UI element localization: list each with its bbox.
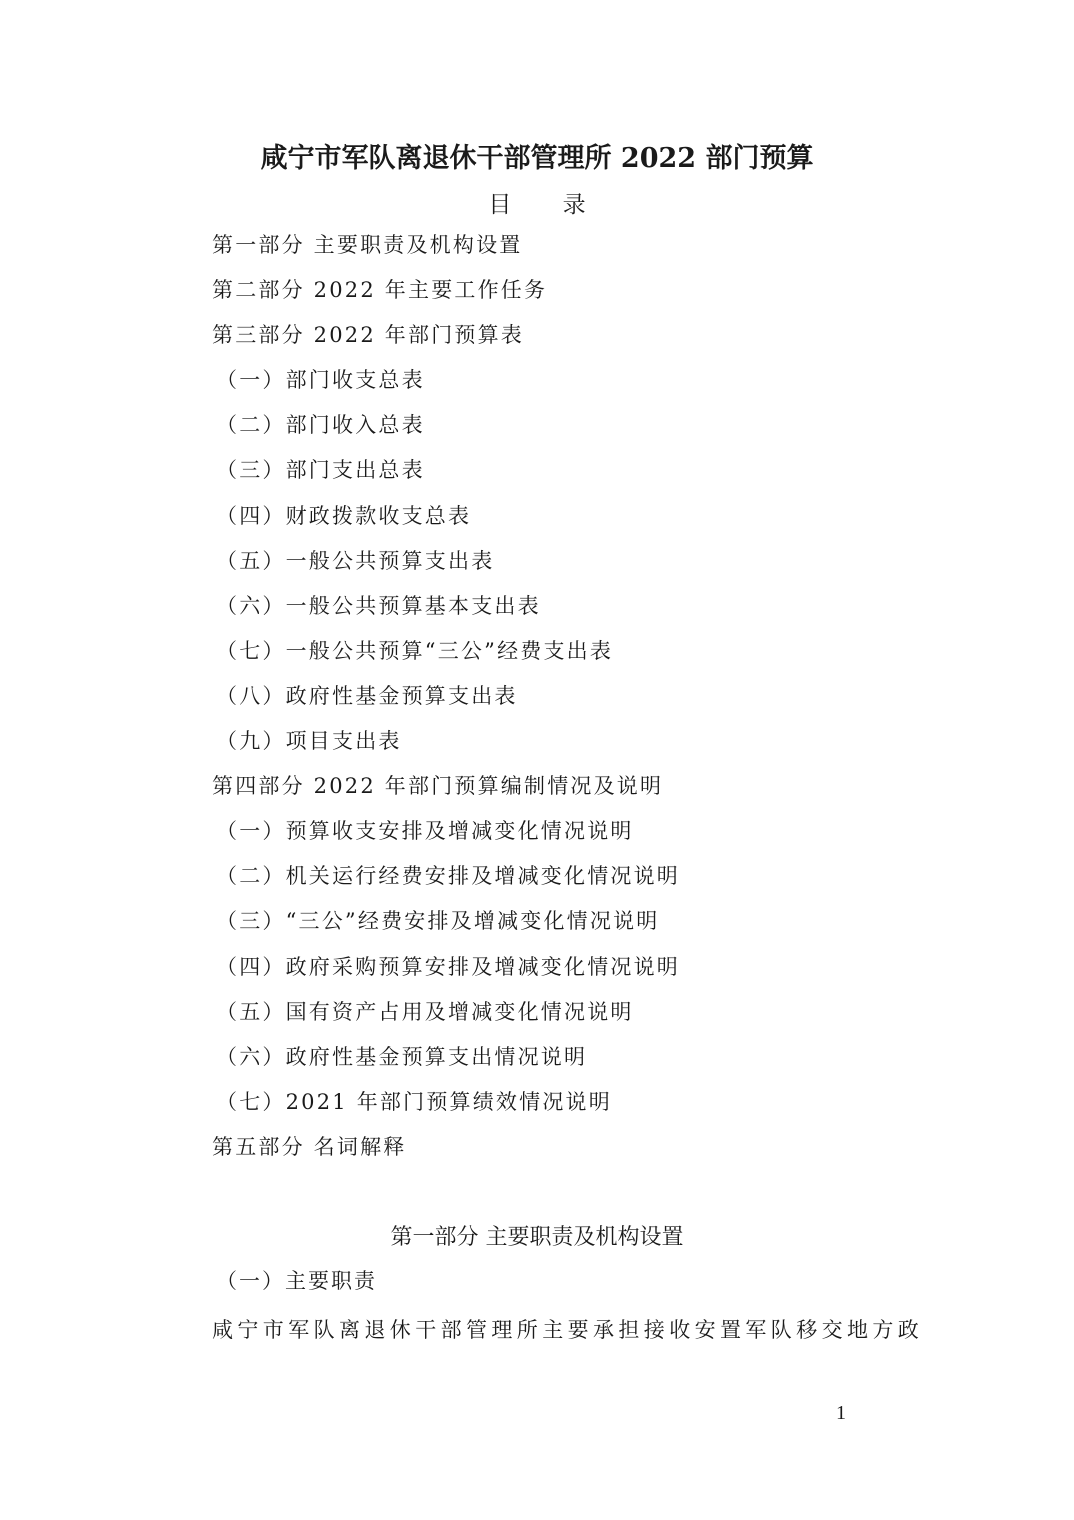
toc-sub-entry: （四）政府采购预算安排及增减变化情况说明 xyxy=(216,954,680,979)
toc-sub-entry: （二）机关运行经费安排及增减变化情况说明 xyxy=(216,864,680,889)
toc-sub-entry: （六）一般公共预算基本支出表 xyxy=(216,593,541,618)
toc-heading: 目 录 xyxy=(488,192,608,218)
toc-sub-entry: （九）项目支出表 xyxy=(216,729,402,754)
toc-part-entry: 第三部分 2022 年部门预算表 xyxy=(212,323,524,348)
table-of-contents xyxy=(212,229,932,1176)
subsection-title: （一）主要职责 xyxy=(216,1269,377,1293)
toc-sub-entry: （三）“三公”经费安排及增减变化情况说明 xyxy=(216,909,660,934)
toc-sub-entry: （四）财政拨款收支总表 xyxy=(216,503,472,528)
body-paragraph: 咸宁市军队离退休干部管理所主要承担接收安置军队移交地方政 xyxy=(212,1318,924,1342)
toc-sub-entry: （七）一般公共预算“三公”经费支出表 xyxy=(216,638,614,663)
toc-sub-entry: （八）政府性基金预算支出表 xyxy=(216,683,518,708)
toc-part-entry: 第二部分 2022 年主要工作任务 xyxy=(212,278,548,303)
toc-part-entry: 第五部分 名词解释 xyxy=(212,1134,407,1159)
page-number: 1 xyxy=(836,1402,846,1424)
toc-sub-entry: （五）一般公共预算支出表 xyxy=(216,548,495,573)
toc-part-entry: 第四部分 2022 年部门预算编制情况及说明 xyxy=(212,774,664,799)
toc-sub-entry: （三）部门支出总表 xyxy=(216,458,425,483)
section-title: 第一部分 主要职责及机构设置 xyxy=(390,1225,684,1250)
toc-sub-entry: （五）国有资产占用及增减变化情况说明 xyxy=(216,999,634,1024)
document-title: 咸宁市军队离退休干部管理所 2022 部门预算 xyxy=(260,143,814,174)
toc-sub-entry: （一）预算收支安排及增减变化情况说明 xyxy=(216,819,634,844)
toc-part-entry: 第一部分 主要职责及机构设置 xyxy=(212,233,523,257)
toc-sub-entry: （七）2021 年部门预算绩效情况说明 xyxy=(216,1089,612,1114)
toc-sub-entry: （一）部门收支总表 xyxy=(216,368,425,393)
toc-sub-entry: （六）政府性基金预算支出情况说明 xyxy=(216,1044,588,1069)
toc-sub-entry: （二）部门收入总表 xyxy=(216,413,425,438)
